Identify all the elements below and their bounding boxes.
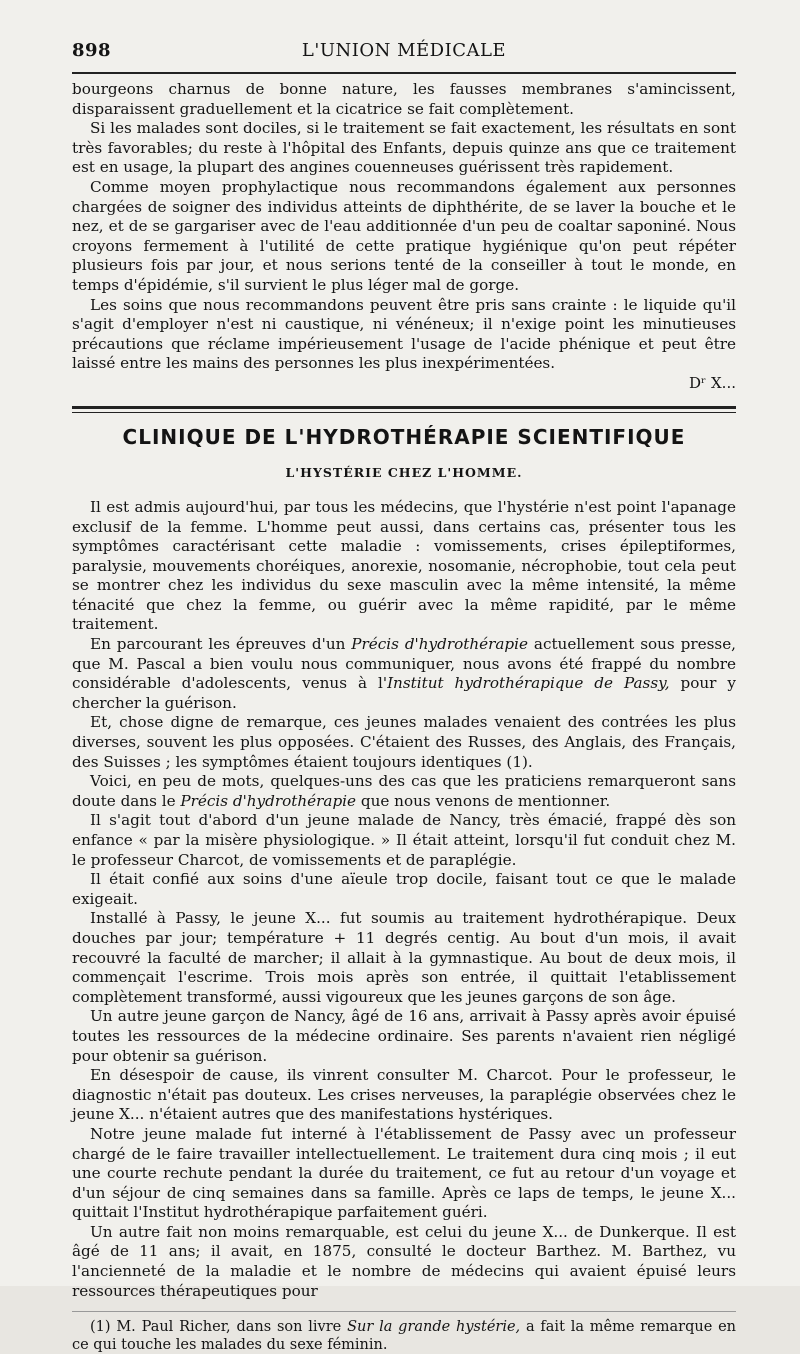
article-subtitle: L'HYSTÉRIE CHEZ L'HOMME.	[285, 464, 523, 480]
paragraph: Et, chose digne de remarque, ces jeunes malades venaient des contrées les plus diverses, souvent les plus opposées. C'étaient des Russes, des Anglais, des Français, des Suisses ; les symptômes étaient toujours identiques (1).	[72, 713, 736, 771]
signature: Dʳ X...	[689, 373, 736, 392]
italic-institution: Institut hydrothérapique de Passy,	[387, 674, 670, 693]
text-run: que nous venons de mentionner.	[356, 791, 611, 810]
paragraph: Un autre jeune garçon de Nancy, âgé de 16 ans, arrivait à Passy après avoir épuisé toutes les ressources de la médecine ordinaire. Ses parents n'avaient rien négligé pour obtenir sa guérison.	[72, 1007, 736, 1065]
text-run: pour y chercher la guérison.	[72, 674, 736, 712]
paragraph: Il est admis aujourd'hui, par tous les médecins, que l'hystérie n'est point l'apanage exclusif de la femme. L'homme peut aussi, dans certains cas, présenter tous les symptômes caractérisant cette maladie : vomissements, crises épileptiformes, paralysie, mouvements choréiques, anorexie, nosomanie, nécrophobie, tout cela peut se montrer chez les individus du sexe masculin avec la même intensité, la même ténacité que chez la femme, ou guérir avec la même rapidité, par le même traitement.	[72, 497, 736, 634]
paragraph	[72, 772, 736, 811]
paragraph: bourgeons charnus de bonne nature, les fausses membranes s'amincissent, disparaissent graduellement et la cicatrice se fait complètement.	[72, 80, 736, 118]
article-title: CLINIQUE DE L'HYDROTHÉRAPIE SCIENTIFIQUE	[122, 424, 686, 449]
text-run: (1) M. Paul Richer, dans son livre	[90, 1319, 348, 1336]
italic-title: Précis d'hydrothérapie	[180, 791, 357, 810]
paragraph: Comme moyen prophylactique nous recommandons également aux personnes chargées de soigner des individus atteints de diphthérite, de se laver la bouche et le nez, et de se gargariser avec de l'eau additionnée d'un peu de coaltar saponiné. Nous croyons fermement à l'utilité de cette pratique hygiénique qu'on peut répéter plusieurs fois par jour, et nous serions tenté de la conseiller à tout le monde, en temps d'épidémie, s'il survient le plus léger mal de gorge.	[72, 177, 736, 294]
italic-title: Précis d'hydrothérapie	[351, 635, 528, 654]
text-run: actuellement sous presse, que M. Pascal a bien voulu nous communiquer, nous avons été frappé du nombre considérable d'adolescents, venus à l'	[72, 635, 737, 693]
footnote-text	[72, 1318, 736, 1354]
previous-article-end	[72, 80, 736, 392]
italic-title: Sur la grande hystérie,	[347, 1319, 521, 1336]
section-divider	[72, 406, 736, 413]
text-run: Voici, en peu de mots, quelques-uns des cas que les praticiens remarqueront sans doute dans le	[72, 772, 736, 810]
paragraph: Les soins que nous recommandons peuvent être pris sans crainte : le liquide qu'il s'agit d'employer n'est ni caustique, ni vénéneux; il n'exige point les minutieuses précautions que réclame impérieusement l'usage de l'acide phénique et peut être laissé entre les mains des personnes les plus inexpérimentées.	[72, 295, 736, 373]
footnote	[72, 1311, 736, 1354]
footnote-rule	[72, 1311, 736, 1312]
paragraph	[72, 635, 736, 713]
text-run: En parcourant les épreuves d'un	[90, 635, 352, 654]
page-header	[72, 38, 736, 68]
header-rule	[72, 72, 736, 74]
paragraph: Il était confié aux soins d'une aïeule trop docile, faisant tout ce que le malade exigeait.	[72, 870, 736, 908]
paragraph: Si les malades sont dociles, si le traitement se fait exactement, les résultats en sont très favorables; du reste à l'hôpital des Enfants, depuis quinze ans que ce traitement est en usage, la plupart des angines couenneuses guérissent très rapidement.	[72, 119, 736, 177]
paragraph: Notre jeune malade fut interné à l'établissement de Passy avec un professeur chargé de le faire travailler intellectuellement. Le traitement dura cinq mois ; il eut une courte rechute pendant la durée du traitement, ce fut au retour d'un voyage et d'un séjour de cinq semaines dans sa famille. Après ce laps de temps, le jeune X... quittait l'Institut hydrothérapique parfaitement guéri.	[72, 1124, 736, 1222]
text-run: a fait la même remarque en ce qui touche les malades du sexe féminin.	[72, 1319, 736, 1354]
paragraph: Il s'agit tout d'abord d'un jeune malade de Nancy, très émacié, frappé dès son enfance « par la misère physiologique. » Il était atteint, lorsqu'il fut conduit chez M. le professeur Charcot, de vomissements et de paraplégie.	[72, 811, 736, 869]
article-body	[72, 498, 736, 1301]
journal-title: L'UNION MÉDICALE	[301, 40, 507, 61]
paragraph: Un autre fait non moins remarquable, est celui du jeune X... de Dunkerque. Il est âgé de 11 ans; il avait, en 1875, consulté le docteur Barthez. M. Barthez, vu l'ancienneté de la maladie et le nombre de médecins qui avaient épuisé leurs ressources thérapeutiques pour	[72, 1222, 736, 1300]
paragraph: Installé à Passy, le jeune X... fut soumis au traitement hydrothérapique. Deux douches par jour; température + 11 degrés centig. Au bout d'un mois, il avait recouvré la faculté de marcher; il allait à la gymnastique. Au bout de deux mois, il commençait l'escrime. Trois mois après son entrée, il quittait l'etablissement complètement transformé, aussi vigoureux que les jeunes garçons de son âge.	[72, 909, 736, 1006]
paragraph: En désespoir de cause, ils vinrent consulter M. Charcot. Pour le professeur, le diagnostic n'était pas douteux. Les crises nerveuses, la paraplégie observées chez le jeune X... n'étaient autres que des manifestations hystériques.	[72, 1066, 736, 1124]
page-number: 898	[72, 40, 112, 61]
